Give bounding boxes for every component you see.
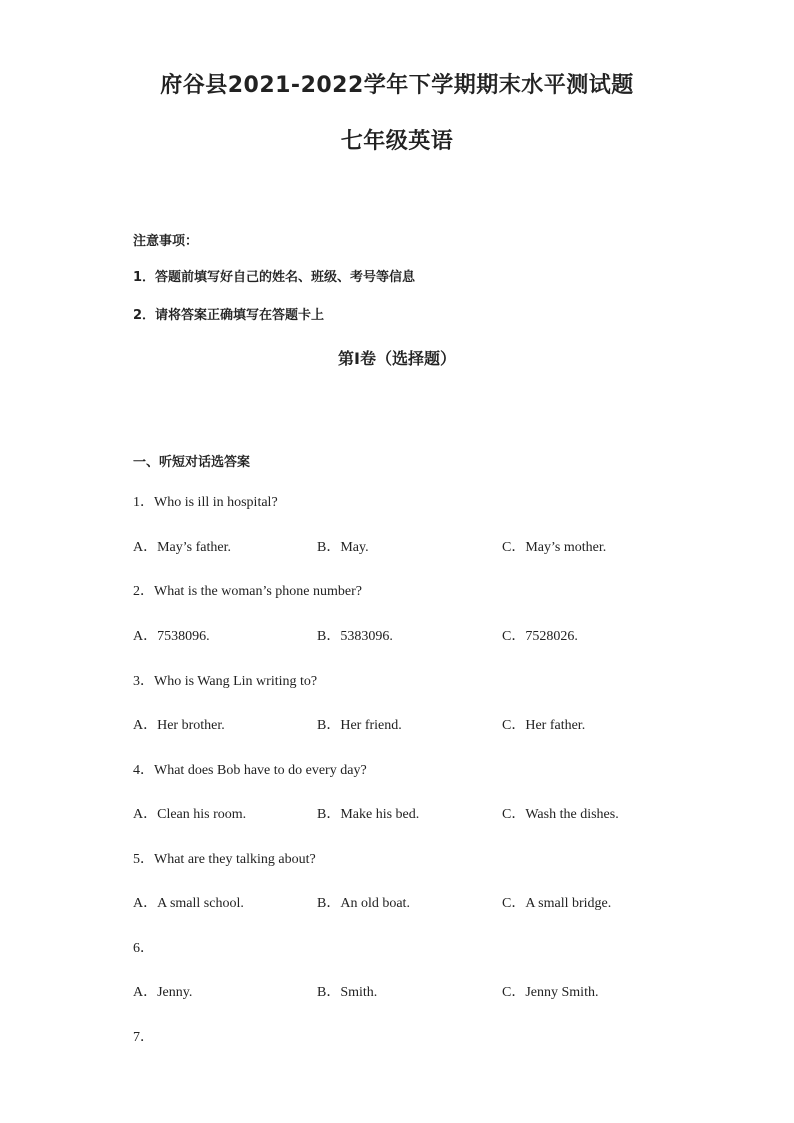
note-item-2: 2．请将答案正确填写在答题卡上 bbox=[133, 308, 325, 323]
exam-subtitle: 七年级英语 bbox=[340, 129, 454, 154]
exam-title: 府谷县2021-2022学年下学期期末水平测试题 bbox=[160, 73, 634, 98]
q6-option-b: B．Smith. bbox=[317, 985, 378, 1000]
section-heading: 一、听短对话选答案 bbox=[133, 455, 251, 470]
q1-option-c: C．May’s mother. bbox=[502, 540, 607, 555]
question-5: 5．What are they talking about? bbox=[133, 852, 316, 867]
q4-option-c: C．Wash the dishes. bbox=[502, 807, 619, 822]
question-6: 6． bbox=[133, 941, 154, 956]
q5-option-c: C．A small bridge. bbox=[502, 896, 612, 911]
q4-option-b: B．Make his bed. bbox=[317, 807, 420, 822]
notes-heading: 注意事项： bbox=[133, 234, 199, 249]
question-4: 4．What does Bob have to do every day? bbox=[133, 763, 367, 778]
q3-option-c: C．Her father. bbox=[502, 718, 586, 733]
q3-option-b: B．Her friend. bbox=[317, 718, 402, 733]
q2-option-b: B．5383096. bbox=[317, 629, 393, 644]
question-7: 7． bbox=[133, 1030, 154, 1045]
q2-option-c: C．7528026. bbox=[502, 629, 578, 644]
q2-option-a: A．7538096. bbox=[133, 629, 210, 644]
q6-option-c: C．Jenny Smith. bbox=[502, 985, 599, 1000]
note-item-1: 1．答题前填写好自己的姓名、班级、考号等信息 bbox=[133, 270, 416, 285]
question-2: 2．What is the woman’s phone number? bbox=[133, 584, 363, 599]
q4-option-a: A．Clean his room. bbox=[133, 807, 247, 822]
q1-option-a: A．May’s father. bbox=[133, 540, 231, 555]
q1-option-b: B．May. bbox=[317, 540, 369, 555]
q3-option-a: A．Her brother. bbox=[133, 718, 225, 733]
question-1: 1．Who is ill in hospital? bbox=[133, 495, 278, 510]
part-title: 第I卷（选择题） bbox=[338, 349, 456, 368]
q5-option-a: A．A small school. bbox=[133, 896, 244, 911]
q6-option-a: A．Jenny. bbox=[133, 985, 193, 1000]
q5-option-b: B．An old boat. bbox=[317, 896, 410, 911]
question-3: 3．Who is Wang Lin writing to? bbox=[133, 674, 318, 689]
